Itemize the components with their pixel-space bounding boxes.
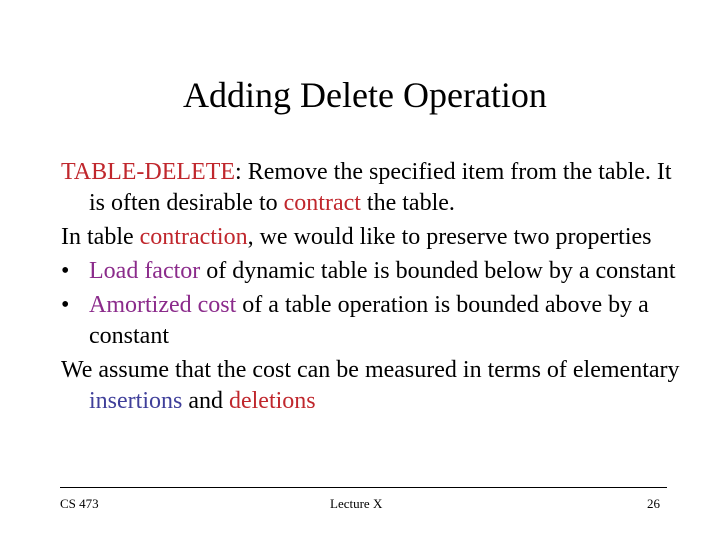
footer-lecture: Lecture X [330,496,383,511]
term-table-delete: TABLE-DELETE [61,159,236,185]
bullet-text: of dynamic table is bounded below by a constant [200,258,676,284]
keyword-amortized-cost: Amortized cost [89,292,237,318]
paragraph-text: In table [61,224,140,250]
bullet-marker: • [61,258,70,284]
keyword-contract: contract [283,190,361,216]
paragraph-text: and [182,388,229,414]
slide-title: Adding Delete Operation [183,75,547,115]
paragraph-text: the table. [360,190,455,216]
paragraph-assumption [61,355,681,417]
footer-page-number: 26 [647,496,660,511]
keyword-deletions: deletions [228,388,316,414]
keyword-contraction: contraction [139,224,248,250]
paragraph-text: , we would like to preserve two properties [247,224,652,250]
bullet-load-factor [61,256,681,287]
paragraph-contraction [61,222,681,253]
footer-course: CS 473 [60,496,99,511]
paragraph-text: : Remove the specified item from the table. It is often desirable to [89,159,672,216]
bullet-marker: • [61,292,70,318]
paragraph-table-delete [61,157,681,219]
bullet-amortized-cost [61,290,681,352]
keyword-insertions: insertions [89,388,183,414]
slide-body [61,157,681,417]
footer-divider [60,487,667,488]
keyword-load-factor: Load factor [89,258,201,284]
bullet-text: of a table operation is bounded above by a constant [89,292,649,349]
paragraph-text: We assume that the cost can be measured in terms of elementary [61,357,680,383]
